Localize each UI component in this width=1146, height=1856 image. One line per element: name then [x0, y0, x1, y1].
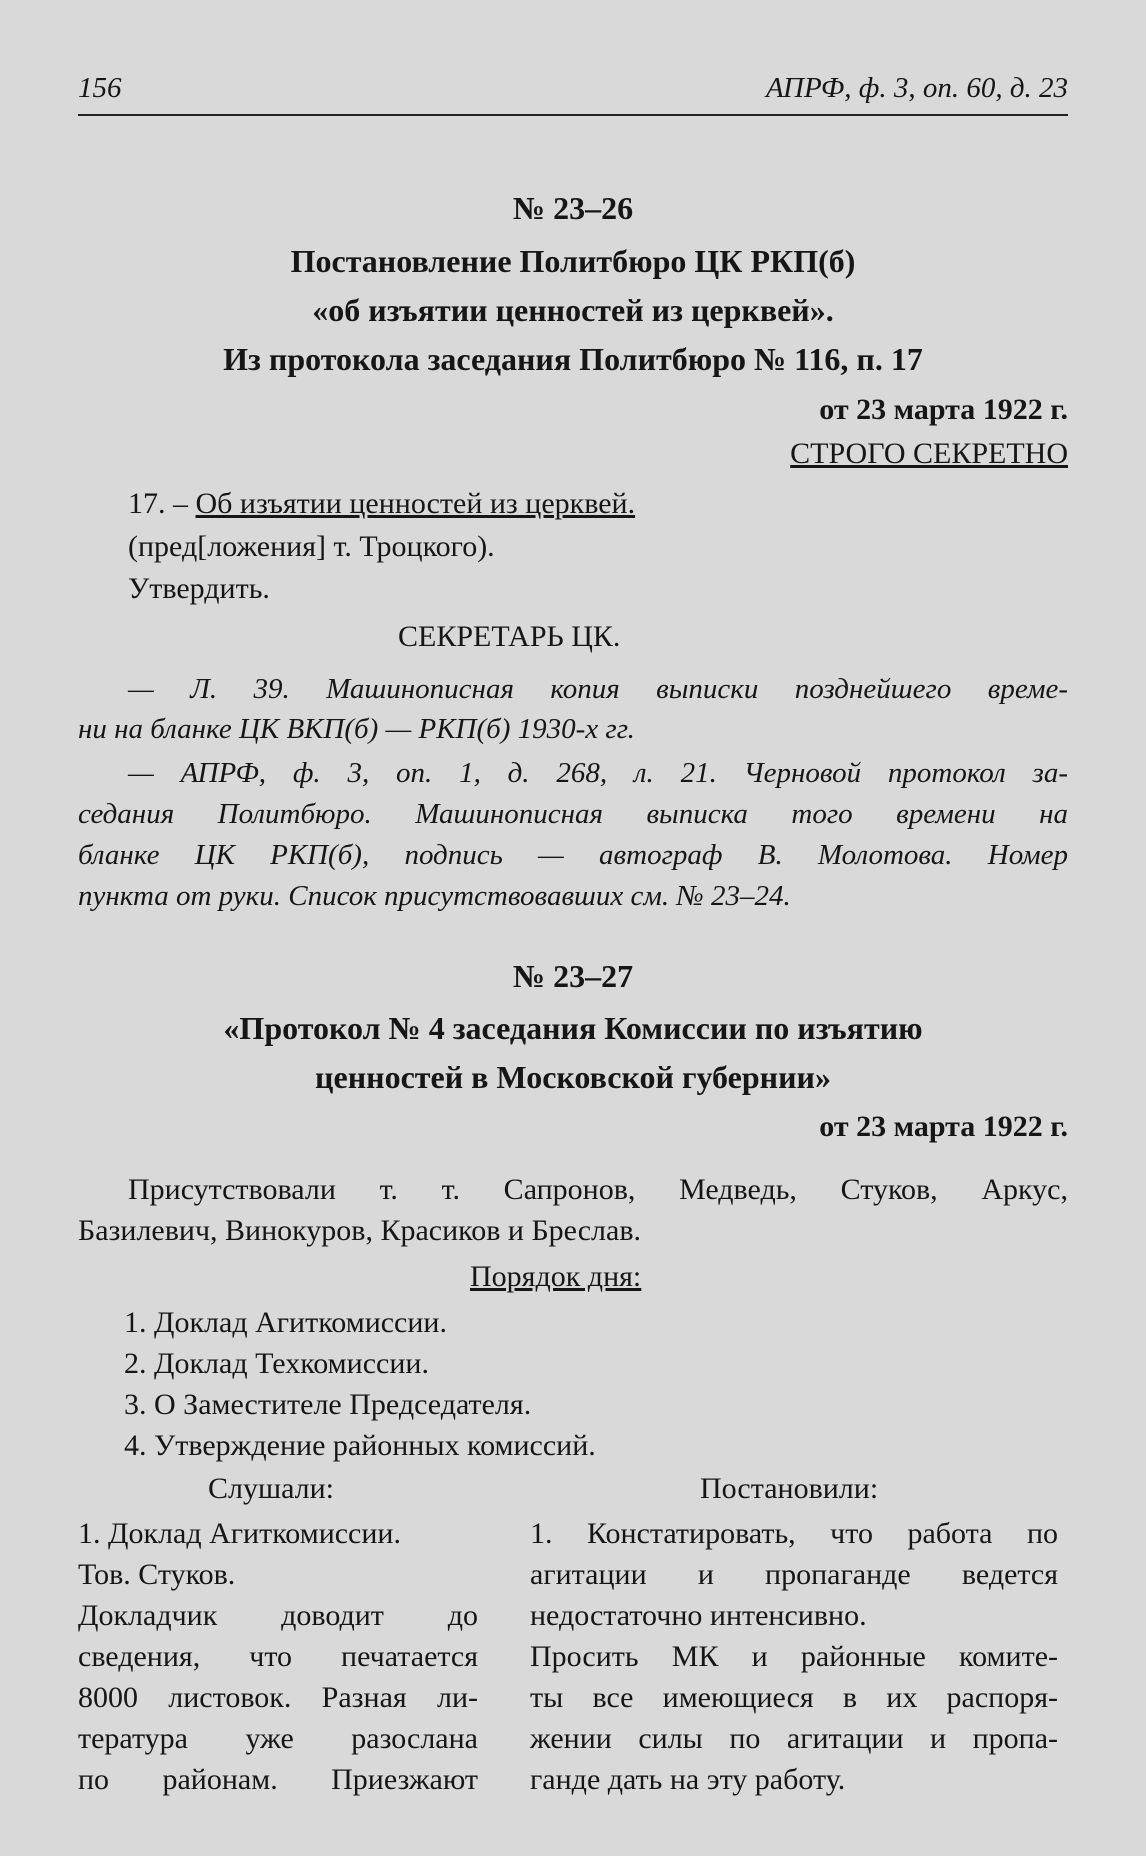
heard-line: Тов. Стуков.: [78, 1558, 236, 1591]
decided-line: Просить МК и районные комите-: [530, 1640, 1058, 1673]
decided-line: ганде дать на эту работу.: [530, 1763, 846, 1796]
doc1-note1-line1: — Л. 39. Машинописная копия выписки позднейшего време-: [128, 673, 1068, 705]
decided-column-header: Постановили:: [700, 1472, 879, 1505]
decided-line: жении силы по агитации и пропа-: [530, 1722, 1058, 1755]
doc1-title-line3: Из протокола заседания Политбюро № 116, п. 17: [223, 341, 923, 377]
doc1-classification: СТРОГО СЕКРЕТНО: [790, 437, 1068, 470]
doc2-title-line2: ценностей в Московской губернии»: [315, 1059, 831, 1095]
doc1-item-line3: Утвердить.: [128, 572, 270, 605]
doc2-title-line1: «Протокол № 4 заседания Комиссии по изъятию: [223, 1010, 923, 1046]
agenda-item: 2. Доклад Техкомиссии.: [124, 1347, 429, 1380]
doc2-number: № 23–27: [512, 958, 634, 994]
doc2-present-line1: Присутствовали т. т. Сапронов, Медведь, Стуков, Аркус,: [128, 1173, 1068, 1206]
doc1-title-line1: Постановление Политбюро ЦК РКП(б): [290, 243, 856, 279]
heard-line: сведения, что печатается: [78, 1640, 478, 1673]
doc1-date: от 23 марта 1922 г.: [819, 393, 1068, 426]
doc2-date: от 23 марта 1922 г.: [819, 1110, 1068, 1143]
page-number: 156: [78, 72, 122, 104]
agenda-item: 3. О Заместителе Председателя.: [124, 1388, 532, 1421]
page-header: [78, 72, 1068, 116]
decided-line: недостаточно интенсивно.: [530, 1599, 867, 1632]
heard-line: Докладчик доводит до: [78, 1599, 478, 1632]
doc1-note2-line1: — АПРФ, ф. 3, оп. 1, д. 268, л. 21. Черновой протокол за-: [128, 757, 1068, 789]
heard-line: 8000 листовок. Разная ли-: [78, 1681, 478, 1714]
decided-line: 1. Констатировать, что работа по: [530, 1517, 1058, 1550]
heard-line: по районам. Приезжают: [78, 1763, 478, 1796]
doc1-title-line2: «об изъятии ценностей из церквей».: [312, 292, 834, 328]
doc1-number: № 23–26: [512, 190, 634, 226]
agenda-item: 1. Доклад Агиткомиссии.: [124, 1306, 447, 1339]
doc2-agenda-title: Порядок дня:: [470, 1260, 642, 1293]
doc2-present-line2: Базилевич, Винокуров, Красиков и Бреслав.: [78, 1214, 641, 1247]
heard-line: 1. Доклад Агиткомиссии.: [78, 1517, 401, 1550]
decided-line: агитации и пропаганде ведется: [530, 1558, 1058, 1591]
heard-column-header: Слушали:: [208, 1472, 335, 1505]
doc1-item-number: 17. –: [128, 487, 188, 520]
doc1-note2-line2: седания Политбюро. Машинописная выписка того времени на: [78, 798, 1068, 830]
decided-line: ты все имеющиеся в их распоря-: [530, 1681, 1058, 1714]
doc1-note2-line4: пункта от руки. Список присутствовавших см. № 23–24.: [78, 880, 791, 912]
agenda-item: 4. Утверждение районных комиссий.: [124, 1429, 596, 1462]
doc1-item-line1: [128, 487, 635, 521]
doc1-item-line2: (пред[ложения] т. Троцкого).: [128, 530, 495, 563]
archive-reference: АПРФ, ф. 3, оп. 60, д. 23: [766, 72, 1068, 104]
heard-line: тература уже разослана: [78, 1722, 478, 1755]
doc1-signature: СЕКРЕТАРЬ ЦК.: [398, 620, 621, 653]
doc1-item-title: Об изъятии ценностей из церквей.: [195, 487, 636, 520]
doc1-note2-line3: бланке ЦК РКП(б), подпись — автограф В. Молотова. Номер: [78, 839, 1068, 871]
doc1-note1-line2: ни на бланке ЦК ВКП(б) — РКП(б) 1930-х гг.: [78, 713, 635, 745]
